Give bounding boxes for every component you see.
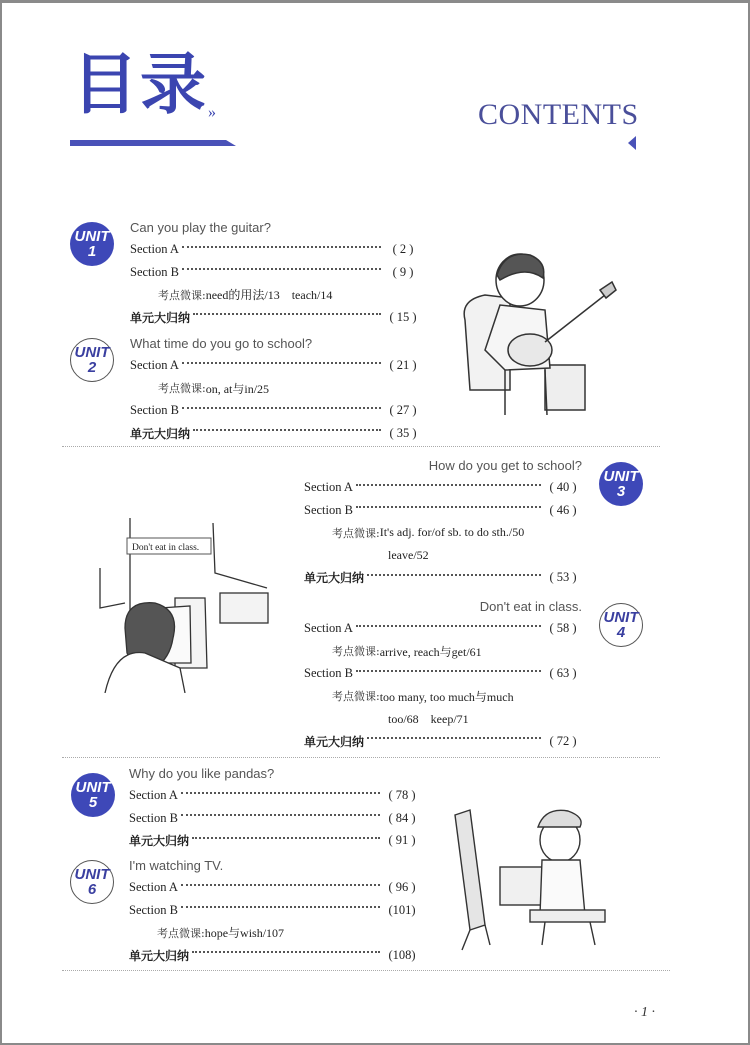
toc-entry[interactable] — [304, 477, 582, 500]
toc-entry[interactable] — [304, 618, 582, 641]
classroom-sign-text: Don't eat in class. — [132, 543, 200, 553]
badge-label: UNIT — [74, 866, 110, 883]
note-prefix: 考点微课: — [332, 526, 380, 540]
entry-label: Section A — [130, 242, 179, 257]
note-prefix: 考点微课: — [332, 690, 380, 704]
divider — [62, 757, 660, 758]
unit-badge-1 — [70, 222, 114, 266]
unit-badge-5 — [71, 773, 115, 817]
triangle-left-icon — [628, 136, 636, 150]
dot-leader — [181, 792, 380, 794]
entry-label: 单元大归纳 — [304, 734, 365, 749]
entry-page: ( 63 ) — [549, 666, 577, 681]
entry-label: Section A — [304, 480, 353, 495]
dot-leader — [367, 737, 541, 739]
double-arrow-icon: » — [208, 104, 216, 121]
topic-note — [304, 522, 582, 545]
dot-leader — [356, 484, 541, 486]
note-text: too many, too much与much — [379, 689, 514, 704]
badge-label: UNIT — [74, 344, 110, 361]
badge-label: UNIT — [603, 609, 639, 626]
unit-1-contents — [130, 216, 422, 329]
topic-note — [129, 922, 421, 945]
entry-label: Section B — [129, 810, 178, 825]
toc-entry[interactable] — [304, 567, 582, 590]
badge-number: 1 — [87, 243, 97, 260]
unit-title: Why do you like pandas? — [129, 765, 275, 781]
note-prefix: 考点微课: — [158, 382, 206, 396]
entry-page: ( 2 ) — [392, 242, 414, 257]
unit-title: What time do you go to school? — [130, 335, 313, 351]
entry-label: Section B — [129, 902, 178, 917]
note-text: leave/52 — [388, 547, 429, 562]
note-text: arrive, reach与get/61 — [379, 644, 482, 659]
toc-entry[interactable] — [130, 239, 422, 262]
unit-title: How do you get to school? — [428, 457, 582, 473]
dot-leader — [181, 814, 380, 816]
entry-page: ( 53 ) — [549, 570, 577, 585]
entry-label: 单元大归纳 — [130, 310, 191, 325]
dot-leader — [192, 951, 380, 953]
title-underline — [70, 140, 236, 146]
note-text: hope与wish/107 — [204, 926, 285, 941]
boy-playing-guitar-illustration — [455, 250, 620, 420]
topic-note — [304, 640, 582, 663]
entry-label: Section A — [130, 358, 179, 373]
unit-badge-3 — [599, 462, 643, 506]
dot-leader — [193, 429, 381, 431]
entry-page: ( 46 ) — [549, 502, 577, 517]
badge-number: 3 — [616, 483, 626, 500]
entry-label: 单元大归纳 — [129, 834, 190, 849]
note-text: on, at与in/25 — [205, 381, 270, 396]
badge-number: 5 — [88, 794, 98, 811]
badge-label: UNIT — [74, 228, 110, 245]
entry-label: 单元大归纳 — [129, 948, 190, 963]
entry-page: ( 27 ) — [389, 403, 417, 418]
dot-leader — [182, 362, 381, 364]
entry-label: Section A — [129, 880, 178, 895]
toc-entry[interactable] — [129, 807, 421, 830]
unit-badge-2 — [70, 338, 114, 382]
entry-label: Section B — [304, 666, 353, 681]
note-text: It's adj. for/of sb. to do sth./50 — [379, 525, 525, 540]
badge-label: UNIT — [75, 779, 111, 796]
topic-note — [304, 685, 582, 708]
entry-page: ( 35 ) — [389, 425, 417, 440]
entry-page: (101) — [388, 902, 416, 917]
dot-leader — [356, 670, 541, 672]
note-prefix: 考点微课: — [157, 926, 205, 940]
unit-3-contents — [304, 454, 582, 589]
unit-2-contents — [130, 332, 422, 445]
divider — [62, 446, 660, 447]
entry-page: ( 72 ) — [549, 733, 577, 748]
entry-label: Section B — [304, 502, 353, 517]
toc-entry[interactable] — [129, 785, 421, 808]
entry-label: Section A — [129, 788, 178, 803]
dot-leader — [181, 884, 380, 886]
toc-entry[interactable] — [130, 261, 422, 284]
topic-note-continued — [304, 708, 582, 731]
dot-leader — [182, 246, 381, 248]
topic-note-continued — [304, 544, 582, 567]
toc-entry[interactable] — [130, 306, 422, 329]
toc-entry[interactable] — [130, 355, 422, 378]
entry-page: ( 78 ) — [388, 788, 416, 803]
entry-page: ( 96 ) — [388, 880, 416, 895]
entry-label: Section B — [130, 403, 179, 418]
page-number: · 1 · — [634, 1005, 655, 1020]
entry-page: ( 84 ) — [388, 810, 416, 825]
dot-leader — [182, 407, 381, 409]
unit-title: Can you play the guitar? — [130, 219, 271, 235]
entry-page: ( 9 ) — [392, 264, 414, 279]
dot-leader — [193, 313, 381, 315]
entry-label: Section B — [130, 264, 179, 279]
entry-page: ( 21 ) — [389, 358, 417, 373]
toc-entry[interactable] — [129, 899, 421, 922]
badge-label: UNIT — [603, 468, 639, 485]
toc-entry[interactable] — [130, 422, 422, 445]
unit-4-contents — [304, 595, 582, 753]
classroom-eating-illustration — [95, 518, 270, 693]
toc-entry[interactable] — [129, 877, 421, 900]
unit-title: Don't eat in class. — [479, 598, 582, 614]
unit-6-contents — [129, 854, 421, 967]
dot-leader — [367, 574, 541, 576]
boy-watching-tv-illustration — [450, 805, 615, 955]
entry-label: Section A — [304, 621, 353, 636]
topic-note — [130, 284, 422, 307]
note-prefix: 考点微课: — [332, 645, 380, 659]
unit-badge-4 — [599, 603, 643, 647]
divider — [62, 970, 670, 971]
toc-entry[interactable] — [304, 663, 582, 686]
entry-page: ( 91 ) — [388, 833, 416, 848]
badge-number: 6 — [87, 881, 97, 898]
dot-leader — [192, 837, 380, 839]
toc-entry[interactable] — [129, 830, 421, 853]
badge-number: 2 — [87, 359, 97, 376]
note-text: too/68 keep/71 — [388, 712, 469, 727]
unit-title: I'm watching TV. — [129, 857, 224, 873]
toc-entry[interactable] — [304, 499, 582, 522]
entry-page: ( 40 ) — [549, 480, 577, 495]
entry-page: ( 58 ) — [549, 621, 577, 636]
dot-leader — [181, 906, 380, 908]
badge-number: 4 — [616, 624, 626, 641]
toc-entry[interactable] — [304, 730, 582, 753]
note-prefix: 考点微课: — [158, 288, 206, 302]
toc-entry[interactable] — [129, 944, 421, 967]
unit-5-contents — [129, 762, 421, 852]
entry-label: 单元大归纳 — [304, 571, 365, 586]
entry-page: ( 15 ) — [389, 309, 417, 324]
entry-label: 单元大归纳 — [130, 426, 191, 441]
title-english: CONTENTS — [478, 98, 639, 131]
dot-leader — [356, 625, 541, 627]
title-chinese: 目录 — [72, 46, 208, 123]
dot-leader — [356, 506, 541, 508]
toc-entry[interactable] — [130, 400, 422, 423]
entry-page: (108) — [388, 947, 416, 962]
dot-leader — [182, 268, 381, 270]
note-text: need的用法/13 teach/14 — [205, 288, 333, 303]
unit-badge-6 — [70, 860, 114, 904]
topic-note — [130, 377, 422, 400]
